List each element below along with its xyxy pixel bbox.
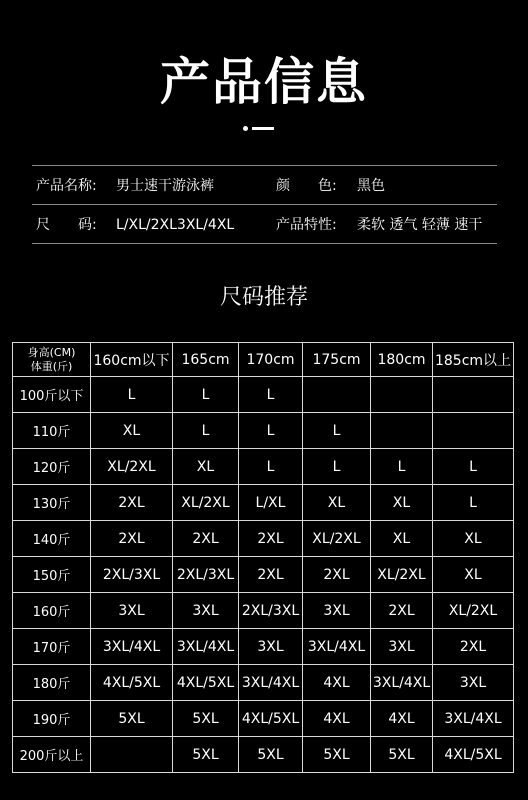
table-row	[13, 593, 514, 629]
size-cell	[371, 377, 433, 413]
size-cell: XL/2XL	[303, 521, 371, 557]
weight-header: 110斤	[13, 413, 91, 449]
size-cell	[303, 377, 371, 413]
size-value: L/XL/2XL3XL/4XL	[116, 217, 235, 233]
size-cell: 2XL	[91, 521, 173, 557]
decoration-dot	[243, 126, 248, 131]
size-cell: 2XL	[239, 557, 303, 593]
size-cell: XL	[433, 557, 514, 593]
size-cell: 3XL	[91, 593, 173, 629]
size-cell: 2XL	[433, 629, 514, 665]
size-cell	[433, 413, 514, 449]
table-row	[13, 449, 514, 485]
size-cell: L/XL	[239, 485, 303, 521]
size-cell: 4XL/5XL	[91, 665, 173, 701]
size-cell: 3XL/4XL	[173, 629, 239, 665]
height-header: 180cm	[371, 343, 433, 377]
size-label: 尺 码:	[36, 217, 97, 233]
size-cell: 2XL	[303, 557, 371, 593]
height-header: 165cm	[173, 343, 239, 377]
size-cell: 3XL	[433, 665, 514, 701]
size-cell: 3XL	[371, 629, 433, 665]
table-row	[13, 665, 514, 701]
size-cell: XL	[433, 521, 514, 557]
size-cell: XL	[173, 449, 239, 485]
size-cell: 4XL/5XL	[239, 701, 303, 737]
weight-header: 100斤以下	[13, 377, 91, 413]
size-cell: XL/2XL	[433, 593, 514, 629]
size-cell: 2XL	[239, 521, 303, 557]
size-chart-corner	[13, 343, 91, 377]
size-cell: L	[91, 377, 173, 413]
weight-header: 190斤	[13, 701, 91, 737]
size-cell: 2XL/3XL	[91, 557, 173, 593]
color-label: 颜 色:	[276, 178, 337, 194]
size-cell: L	[173, 413, 239, 449]
weight-header: 200斤以上	[13, 737, 91, 773]
size-cell: XL/2XL	[371, 557, 433, 593]
size-cell: L	[433, 485, 514, 521]
size-cell: 3XL/4XL	[433, 701, 514, 737]
size-cell: XL	[303, 485, 371, 521]
size-cell: 5XL	[173, 701, 239, 737]
size-chart-table	[12, 342, 514, 773]
size-cell: 3XL	[303, 593, 371, 629]
height-header: 185cm以上	[433, 343, 514, 377]
page-title: 产品信息	[160, 53, 368, 111]
height-header: 175cm	[303, 343, 371, 377]
info-row-name-color	[36, 174, 506, 198]
size-cell	[433, 377, 514, 413]
size-cell: 3XL/4XL	[239, 665, 303, 701]
size-chart-body	[13, 377, 514, 773]
size-cell: XL	[371, 521, 433, 557]
size-cell: 2XL	[371, 593, 433, 629]
size-cell: L	[433, 449, 514, 485]
size-recommendation-title: 尺码推荐	[219, 285, 308, 310]
color-value: 黑色	[357, 178, 385, 194]
table-row	[13, 485, 514, 521]
weight-header: 170斤	[13, 629, 91, 665]
info-divider-bottom	[32, 243, 497, 244]
size-cell: 3XL	[239, 629, 303, 665]
size-cell	[91, 737, 173, 773]
size-cell: 2XL	[91, 485, 173, 521]
table-row	[13, 521, 514, 557]
size-cell: 3XL/4XL	[371, 665, 433, 701]
weight-header: 160斤	[13, 593, 91, 629]
size-cell: 2XL/3XL	[173, 557, 239, 593]
decoration-dash	[252, 127, 274, 130]
weight-header: 150斤	[13, 557, 91, 593]
table-row	[13, 737, 514, 773]
size-cell: 5XL	[173, 737, 239, 773]
size-cell: XL/2XL	[91, 449, 173, 485]
size-cell: 2XL/3XL	[239, 593, 303, 629]
size-cell: 3XL/4XL	[91, 629, 173, 665]
info-divider-middle	[32, 204, 497, 205]
size-cell: 4XL	[303, 701, 371, 737]
feature-label: 产品特性:	[276, 217, 337, 233]
height-header: 160cm以下	[91, 343, 173, 377]
size-cell: 4XL	[303, 665, 371, 701]
size-cell: L	[173, 377, 239, 413]
size-cell	[371, 413, 433, 449]
weight-header: 120斤	[13, 449, 91, 485]
table-row	[13, 557, 514, 593]
table-row	[13, 629, 514, 665]
size-cell: L	[371, 449, 433, 485]
height-header: 170cm	[239, 343, 303, 377]
size-cell: 3XL	[173, 593, 239, 629]
size-cell: XL	[371, 485, 433, 521]
size-cell: 5XL	[303, 737, 371, 773]
title-decoration	[0, 126, 528, 132]
corner-height-label: 身高(CM)	[27, 345, 76, 359]
corner-weight-label: 体重(斤)	[30, 359, 73, 373]
size-cell: 2XL	[173, 521, 239, 557]
weight-header: 140斤	[13, 521, 91, 557]
size-cell: 5XL	[239, 737, 303, 773]
table-row	[13, 413, 514, 449]
size-cell: L	[239, 413, 303, 449]
size-cell: XL/2XL	[173, 485, 239, 521]
size-cell: L	[303, 449, 371, 485]
size-cell: 4XL/5XL	[433, 737, 514, 773]
info-row-size-feature	[36, 213, 506, 237]
size-chart-header-row	[13, 343, 514, 377]
product-name-label: 产品名称:	[36, 178, 97, 194]
weight-header: 180斤	[13, 665, 91, 701]
size-cell: L	[239, 377, 303, 413]
size-cell: XL	[91, 413, 173, 449]
table-row	[13, 701, 514, 737]
size-cell: 5XL	[371, 737, 433, 773]
size-cell: 5XL	[91, 701, 173, 737]
size-cell: 4XL/5XL	[173, 665, 239, 701]
feature-value: 柔软 透气 轻薄 速干	[357, 217, 483, 233]
product-name-value: 男士速干游泳裤	[116, 178, 214, 194]
size-cell: L	[239, 449, 303, 485]
size-cell: L	[303, 413, 371, 449]
info-divider-top	[32, 165, 497, 166]
weight-header: 130斤	[13, 485, 91, 521]
size-cell: 3XL/4XL	[303, 629, 371, 665]
table-row	[13, 377, 514, 413]
size-cell: 4XL	[371, 701, 433, 737]
